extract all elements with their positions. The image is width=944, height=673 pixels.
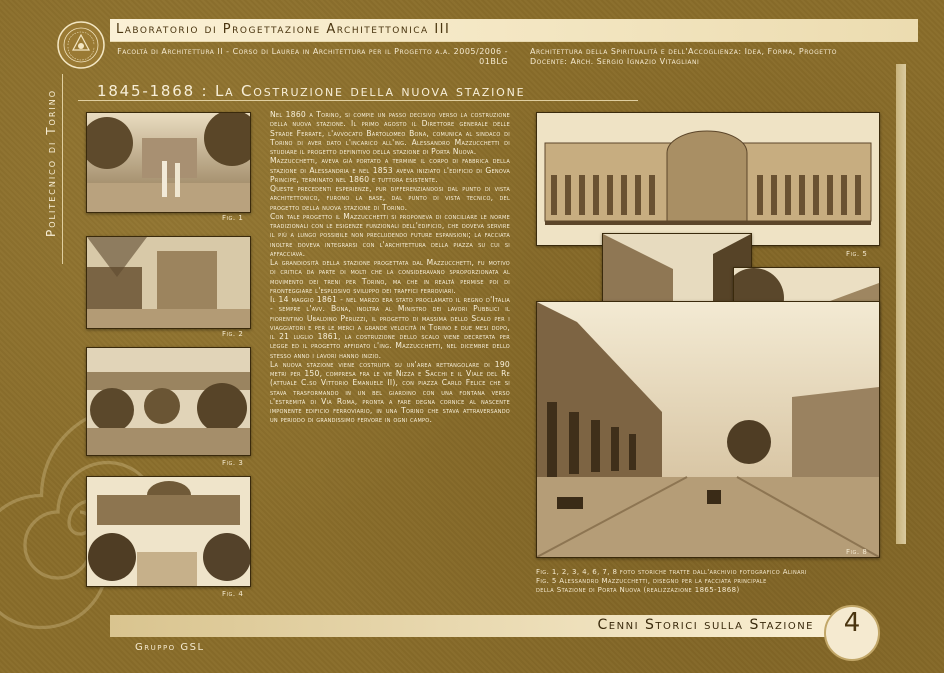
university-name: Politecnico di Torino: [44, 88, 58, 238]
fig2-label: Fig. 2: [222, 330, 244, 338]
fig5-label: Fig. 5: [846, 250, 868, 258]
politecnico-seal-icon: [56, 20, 106, 70]
course-theme: Architettura della Spiritualità e dell'Accoglienza: Idea, Forma, Progetto: [530, 47, 837, 56]
fig4-label: Fig. 4: [222, 590, 244, 598]
fig1-label: Fig. 1: [222, 214, 244, 222]
course-title: Laboratorio di Progettazione Architettonica III: [116, 22, 451, 37]
fig3-label: Fig. 3: [222, 459, 244, 467]
right-decorative-bar: [896, 64, 906, 544]
heading-underline: [78, 100, 638, 101]
paragraph: Il 14 maggio 1861 - nel marzo era stato proclamato il regno d'Italia - sempre l'avv. Bona, inoltra al Ministro dei lavori Pubblici il fiorentino Ubaldino Peruzzi, il progetto di massima dello Scalo per i viaggiatori e per le merci a grande velocità in Torino e due mesi dopo, il 21 luglio 1861, la costruzione dello scalo viene decretata per legge ed il progetto affidato l'ing. Mazzucchetti, nel dicembre dello stesso anno i lavori hanno inizio.: [270, 295, 510, 360]
section-title: Cenni Storici sulla Stazione: [597, 617, 814, 633]
photo-fig5: [536, 112, 880, 246]
photo-fig2: [86, 236, 251, 329]
paragraph: Mazzucchetti, aveva già portato a termine il corpo di fabbrica della stazione di Alessandria e nel 1853 aveva iniziato l'edificio di Genova Principe, terminato nel 1860 e tuttora esistente.: [270, 156, 510, 184]
faculty-info: Facoltà di Architettura II - Corso di Laurea in Architettura per il Progetto a.a. 2005/2006 - 01BLG: [117, 47, 508, 66]
group-name: Gruppo GSL: [135, 642, 205, 653]
photo-fig8: [536, 301, 880, 558]
photo-fig1: [86, 112, 251, 213]
caption-line: della Stazione di Porta Nuova (realizzazione 1865-1868): [536, 586, 740, 594]
paragraph: La grandiosità della stazione progettata dal Mazzucchetti, fu motivo di critica da parte di molti che la consideravano sproporzionata al movimento dei treni per Torino, ma che in realtà permise poi di fronteggiare l'esplosivo sviluppo dei traffici ferroviari.: [270, 258, 510, 295]
paragraph: La nuova stazione viene costruita su un'area rettangolare di 190 metri per 150, compresa fra le vie Nizza e Sacchi e il Viale del Re (attuale C.so Vittorio Emanuele II), con piazza Carlo Felice che si stava trasformando in un bel giardino con una fontana verso l'estremità di Via Roma, pronta a fare degna cornice al nascente imponente edificio ferroviario, in una Torino che stava attraversando un periodo di grandissimo fervore in ogni campo.: [270, 359, 510, 425]
caption-line: Fig. 5 Alessandro Mazzucchetti, disegno per la facciata principale: [536, 577, 767, 585]
body-text: [270, 110, 510, 425]
sidebar-line: [62, 74, 63, 264]
fig8-label: Fig. 8: [846, 548, 868, 556]
page-number: 4: [843, 608, 861, 638]
paragraph: Con tale progetto il Mazzucchetti si proponeva di conciliare le norme tradizionali con le esigenze funzionali dell'edificio, che doveva servire il più a lungo possibile non precludendo future espansioni; la facciata inoltre doveva integrarsi con l'architettura della piazza su cui si affacciava.: [270, 211, 510, 258]
photo-fig4: [86, 476, 251, 587]
course-info: [530, 47, 910, 67]
paragraph: Queste precedenti esperienze, pur differenziandosi dal punto di vista architettonico, furono la base, dal punto di vista tecnico, del progetto della nuova stazione di Torino.: [270, 184, 510, 212]
vertical-sidebar: [44, 70, 58, 258]
page-heading: 1845-1868 : La Costruzione della nuova stazione: [97, 82, 526, 100]
photo-credits: [536, 568, 876, 595]
caption-line: Fig. 1, 2, 3, 4, 6, 7, 8 foto storiche tratte dall'archivio fotografico Alinari: [536, 568, 807, 576]
course-teacher: Docente: Arch. Sergio Ignazio Vitagliani: [530, 57, 700, 66]
photo-fig3: [86, 347, 251, 456]
title-underline: [110, 41, 918, 42]
paragraph: Nel 1860 a Torino, si compie un passo decisivo verso la costruzione della nuova stazione. Il primo agosto il Direttore generale delle Strade Ferrate, l'avvocato Bartolomeo Bona, comunica al sindaco di Torino di aver dato l'incarico all'ing. Alessandro Mazzucchetti di studiare il progetto definitivo della stazione di Porta Nuova.: [270, 110, 510, 156]
